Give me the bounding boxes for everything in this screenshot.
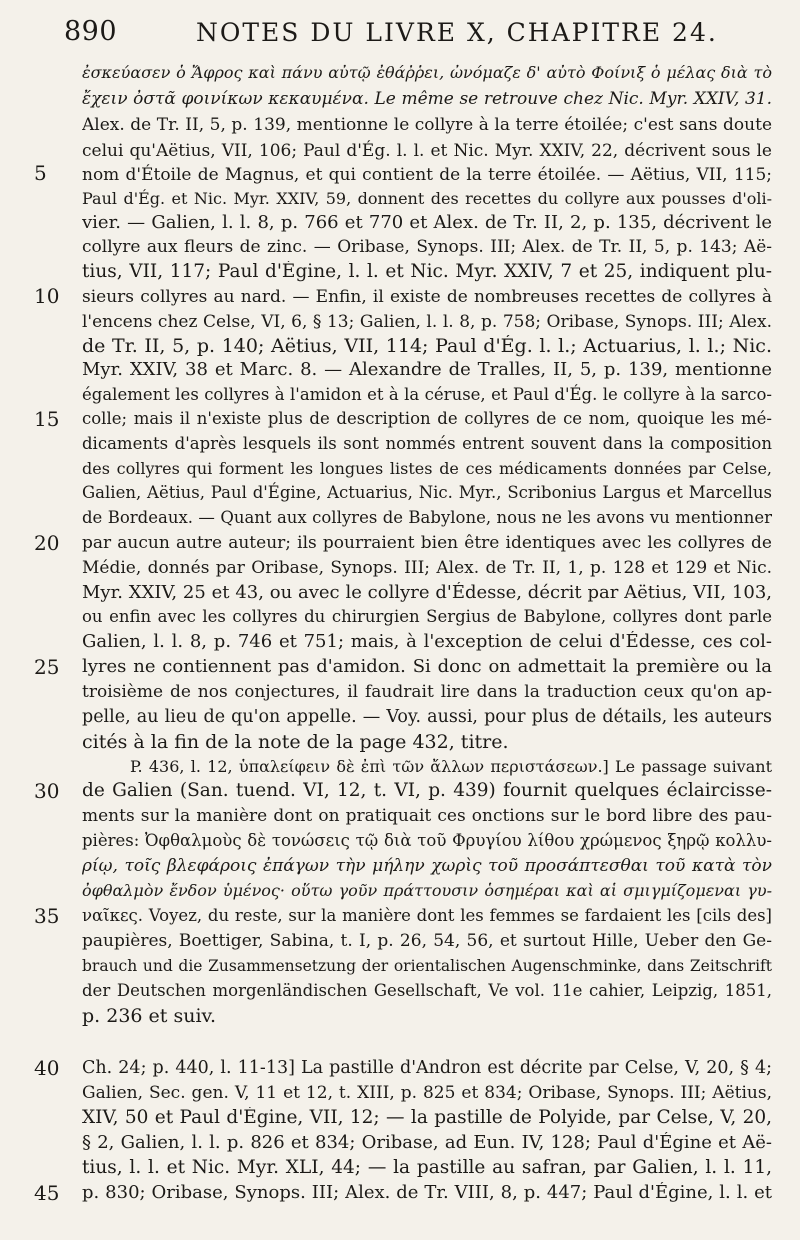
text-line: également les collyres à l'amidon et à la céruse, et Paul d'Ég. le collyre à la sarco- bbox=[82, 385, 772, 404]
line-number: 5 bbox=[34, 161, 47, 185]
text-line: de Bordeaux. — Quant aux collyres de Babylone, nous ne les avons vu mentionner bbox=[82, 508, 772, 527]
line-number: 20 bbox=[34, 531, 60, 555]
page-number: 890 bbox=[64, 16, 118, 47]
text-line: cités à la fin de la note de la page 432, titre. bbox=[82, 731, 509, 753]
text-line: colle; mais il n'existe plus de description de collyres de ce nom, quoique les mé- bbox=[82, 409, 772, 428]
text-line: ἐσκεύασεν ὁ Ἄφρος καὶ πάνυ αὐτῷ ἐθάῤῥει, ὠνόμαζε δ' αὐτὸ Φοίνιξ ὁ μέλας διὰ τὸ bbox=[82, 63, 772, 82]
text-line: p. 236 et suiv. bbox=[82, 1005, 217, 1027]
text-line: P. 436, l. 12, ὑπαλείφειν δὲ ἐπὶ τῶν ἄλλων περιστάσεων.] Le passage suivant bbox=[130, 757, 772, 776]
text-line: pelle, au lieu de qu'on appelle. — Voy. aussi, pour plus de détails, les auteurs bbox=[82, 707, 772, 727]
line-number: 30 bbox=[34, 779, 60, 803]
text-line: ou enfin avec les collyres du chirurgien Sergius de Babylone, collyres dont parle bbox=[82, 607, 772, 626]
text-line: der Deutschen morgenländischen Gesellschaft, Ve vol. 11e cahier, Leipzig, 1851, bbox=[82, 981, 772, 1000]
text-line: ρίῳ, τοῖς βλεφάροις ἐπάγων τὴν μήλην χωρὶς τοῦ προσάπτεσθαι τοῦ κατὰ τὸν bbox=[82, 856, 772, 876]
text-line: lyres ne contiennent pas d'amidon. Si donc on admettait la première ou la bbox=[82, 656, 772, 677]
text-line: Ch. 24; p. 440, l. 11-13] La pastille d'Andron est décrite par Celse, V, 20, § 4; bbox=[82, 1058, 772, 1078]
text-line: Galien, l. l. 8, p. 746 et 751; mais, à l'exception de celui d'Édesse, ces col- bbox=[82, 631, 772, 652]
text-line: sieurs collyres au nard. — Enfin, il existe de nombreuses recettes de collyres à bbox=[82, 287, 772, 307]
line-number: 45 bbox=[34, 1181, 60, 1205]
text-line: § 2, Galien, l. l. p. 826 et 834; Oribase, ad Eun. IV, 128; Paul d'Égine et Aë- bbox=[82, 1132, 772, 1153]
text-line: Paul d'Ég. et Nic. Myr. XXIV, 59, donnent des recettes du collyre aux pousses d'oli- bbox=[82, 189, 772, 208]
text-line: vier. — Galien, l. l. 8, p. 766 et 770 et Alex. de Tr. II, 2, p. 135, décrivent le bbox=[82, 212, 772, 233]
text-line: pières: Ὀφθαλμοὺς δὲ τονώσεις τῷ διὰ τοῦ Φρυγίου λίθου χρώμενος ξηρῷ κολλυ- bbox=[82, 831, 772, 850]
text-line: de Galien (San. tuend. VI, 12, t. VI, p. 439) fournit quelques éclaircisse- bbox=[82, 780, 772, 801]
text-line: Galien, Sec. gen. V, 11 et 12, t. XIII, p. 825 et 834; Oribase, Synops. III; Aëtius, bbox=[82, 1083, 772, 1103]
line-number: 15 bbox=[34, 407, 60, 431]
text-line: Myr. XXIV, 25 et 43, ou avec le collyre d'Édesse, décrit par Aëtius, VII, 103, bbox=[82, 582, 772, 603]
text-line: l'encens chez Celse, VI, 6, § 13; Galien, l. l. 8, p. 758; Oribase, Synops. III; Alex. bbox=[82, 312, 772, 332]
text-line: nom d'Étoile de Magnus, et qui contient de la terre étoilée. — Aëtius, VII, 115; bbox=[82, 165, 772, 185]
text-line: tius, l. l. et Nic. Myr. XLI, 44; — la pastille au safran, par Galien, l. l. 11, bbox=[82, 1157, 772, 1178]
line-number: 25 bbox=[34, 655, 60, 679]
text-line: ναῖκες. Voyez, du reste, sur la manière dont les femmes se fardaient les [cils des] bbox=[82, 906, 772, 925]
text-line: des collyres qui forment les longues listes de ces médicaments données par Celse, bbox=[82, 459, 772, 478]
text-line: tius, VII, 117; Paul d'Égine, l. l. et Nic. Myr. XXIV, 7 et 25, indiquent plu- bbox=[82, 261, 772, 282]
line-number: 35 bbox=[34, 904, 60, 928]
line-number: 40 bbox=[34, 1056, 60, 1080]
running-title: NOTES DU LIVRE X, CHAPITRE 24. bbox=[196, 18, 718, 47]
text-line: Alex. de Tr. II, 5, p. 139, mentionne le collyre à la terre étoilée; c'est sans doute bbox=[82, 115, 772, 135]
text-line: p. 830; Oribase, Synops. III; Alex. de Tr. VIII, 8, p. 447; Paul d'Égine, l. l. et bbox=[82, 1182, 772, 1203]
text-line: Galien, Aëtius, Paul d'Égine, Actuarius, Nic. Myr., Scribonius Largus et Marcellus bbox=[82, 483, 772, 502]
text-line: dicaments d'après lesquels ils sont nommés entrent souvent dans la composition bbox=[82, 434, 772, 453]
text-line: paupières, Boettiger, Sabina, t. I, p. 26, 54, 56, et surtout Hille, Ueber den Ge- bbox=[82, 931, 772, 951]
text-line: Myr. XXIV, 38 et Marc. 8. — Alexandre de Tralles, II, 5, p. 139, mentionne bbox=[82, 359, 772, 380]
text-line: Médie, donnés par Oribase, Synops. III; Alex. de Tr. II, 1, p. 128 et 129 et Nic. bbox=[82, 558, 772, 578]
text-line: troisième de nos conjectures, il faudrait lire dans la traduction ceux qu'on ap- bbox=[82, 682, 772, 702]
text-line: ἔχειν ὀστᾶ φοινίκων κεκαυμένα. Le même se retrouve chez Nic. Myr. XXIV, 31. bbox=[82, 89, 772, 109]
text-line: de Tr. II, 5, p. 140; Aëtius, VII, 114; Paul d'Ég. l. l.; Actuarius, l. l.; Nic. bbox=[82, 335, 772, 357]
line-number: 10 bbox=[34, 284, 60, 308]
text-line: ὀφθαλμὸν ἔνδον ὑμένος· οὕτω γοῦν πράττουσιν ὁσημέραι καὶ αἱ σμιγμίζομεναι γυ- bbox=[82, 881, 772, 900]
text-line: brauch und die Zusammensetzung der orientalischen Augenschminke, dans Zeitschrift bbox=[82, 957, 772, 975]
text-line: collyre aux fleurs de zinc. — Oribase, Synops. III; Alex. de Tr. II, 5, p. 143; Aë- bbox=[82, 237, 772, 257]
text-line: ments sur la manière dont on pratiquait ces onctions sur le bord libre des pau- bbox=[82, 806, 772, 826]
text-line: XIV, 50 et Paul d'Égine, VII, 12; — la pastille de Polyide, par Celse, V, 20, bbox=[82, 1107, 772, 1128]
text-line: celui qu'Aëtius, VII, 106; Paul d'Ég. l. l. et Nic. Myr. XXIV, 22, décrivent sous le bbox=[82, 141, 772, 161]
text-line: par aucun autre auteur; ils pourraient bien être identiques avec les collyres de bbox=[82, 533, 772, 553]
